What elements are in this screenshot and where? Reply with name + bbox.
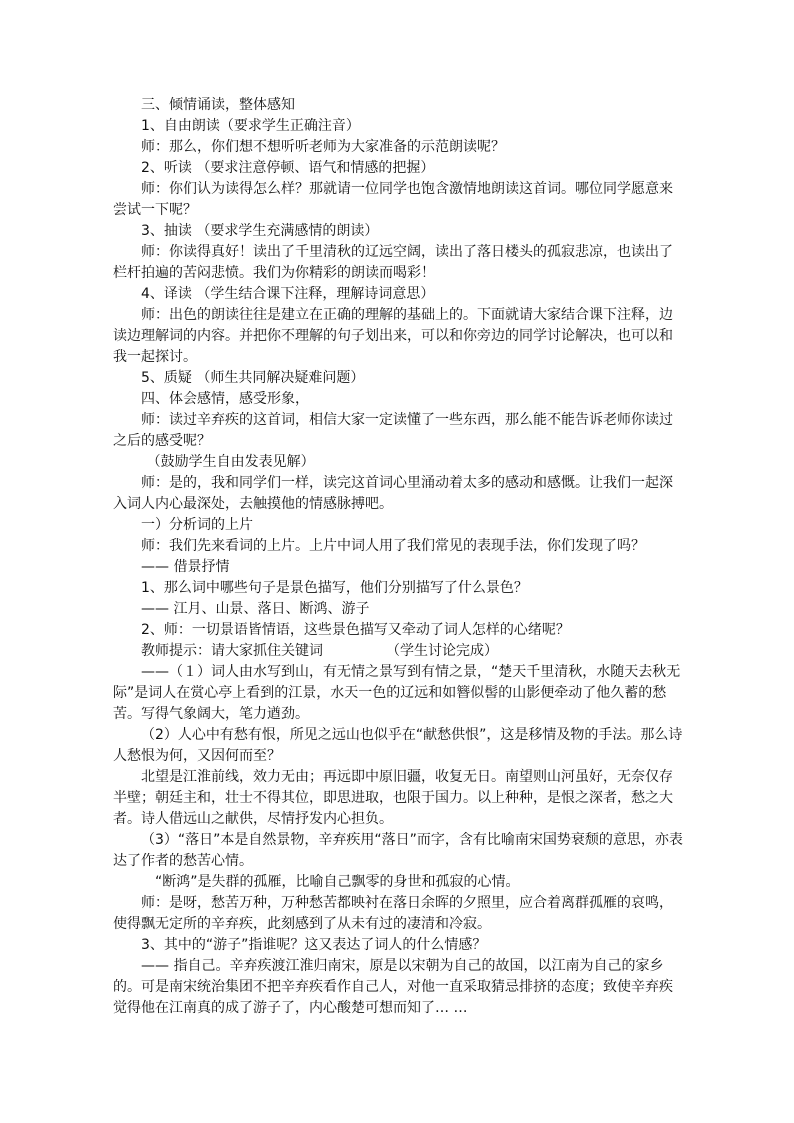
document-body [113, 95, 683, 1019]
paragraph: 师：读过辛弃疾的这首词，相信大家一定读懂了一些东西，那么能不能告诉老师你读过之后的感受呢？ [113, 412, 673, 449]
paragraph: 1、自由朗读（要求学生正确注音） [141, 118, 360, 134]
section-heading-3: 三、倾情诵读，整体感知 [141, 97, 295, 113]
paragraph: “断鸿”是失群的孤雁，比喻自己飘零的身世和孤寂的心情。 [155, 874, 520, 890]
paragraph: 2、师：一切景语皆情语，这些景色描写又牵动了词人怎样的心绪呢？ [141, 622, 570, 638]
paragraph: 师：那么，你们想不想听听老师为大家准备的示范朗读呢？ [141, 139, 505, 155]
paragraph: —— 借景抒情 [141, 559, 230, 575]
paragraph: 师：你读得真好！读出了千里清秋的辽远空阔，读出了落日楼头的孤寂悲凉，也读出了栏杆拍遍的苦闷悲愤。我们为你精彩的朗读而喝彩！ [113, 244, 673, 281]
paragraph: 师：是的，我和同学们一样，读完这首词心里涌动着太多的感动和感慨。让我们一起深入词人内心最深处，去触摸他的情感脉搏吧。 [113, 475, 673, 512]
paragraph: 3、其中的“游子”指谁呢？这又表达了词人的什么情感？ [141, 937, 487, 953]
paragraph: 师：出色的朗读往往是建立在正确的理解的基础上的。下面就请大家结合课下注释，边读边理解词的内容。并把你不理解的句子划出来，可以和你旁边的同学讨论解决，也可以和我一起探讨。 [113, 307, 673, 365]
paragraph: 师：我们先来看词的上片。上片中词人用了我们常见的表现手法，你们发现了吗？ [141, 538, 645, 554]
paragraph: 师：是呀，愁苦万种，万种愁苦都映衬在落日余晖的夕照里，应合着离群孤雁的哀鸣，使得飘无定所的辛弃疾，此刻感到了从未有过的凄清和冷寂。 [113, 895, 673, 932]
paragraph: —— 指自己。辛弃疾渡江淮归南宋，原是以宋朝为自己的故国，以江南为自己的家乡的。可是南宋统治集团不把辛弃疾看作自己人，对他一直采取猜忌排挤的态度；致使辛弃疾觉得他在江南真的成了游子了，内心酸楚可想而知了… … [113, 958, 673, 1016]
paragraph: 北望是江淮前线，效力无由；再远即中原旧疆，收复无日。南望则山河虽好，无奈仅存半壁；朝廷主和，壮士不得其位，即思进取，也限于国力。以上种种，是恨之深者，愁之大者。诗人借远山之献供，尽情抒发内心担负。 [113, 769, 673, 827]
paragraph: 师：你们认为读得怎么样？那就请一位同学也饱含激情地朗读这首词。哪位同学愿意来尝试一下呢？ [113, 181, 673, 218]
paragraph: 5、质疑 （师生共同解决疑难问题） [141, 370, 365, 386]
paragraph: 2、听读 （要求注意停顿、语气和情感的把握） [141, 160, 435, 176]
paragraph: —— 江月、山景、落日、断鸿、游子 [141, 601, 370, 617]
paragraph: （3）“落日”本是自然景物，辛弃疾用“落日”而字，含有比喻南宋国势衰颓的意思，亦表达了作者的愁苦心情。 [113, 832, 683, 869]
paragraph: 教师提示：请大家抓住关键词 （学生讨论完成） [141, 643, 498, 659]
paragraph: 1、那么词中哪些句子是景色描写，他们分别描写了什么景色？ [141, 580, 528, 596]
paragraph: 4、译读 （学生结合课下注释，理解诗词意思） [141, 286, 435, 302]
paragraph: ——（１）词人由水写到山，有无情之景写到有情之景，“楚天千里清秋，水随天去秋无际”是词人在赏心亭上看到的江景，水天一色的辽远和如簪似髻的山影便牵动了他久蓄的愁苦。写得气象阔大，笔力遒劲。 [113, 664, 681, 722]
paragraph: 3、抽读 （要求学生充满感情的朗读） [141, 223, 379, 239]
paragraph: （鼓励学生自由发表见解） [146, 454, 315, 470]
paragraph: （2）人心中有愁有恨，所见之远山也似乎在“献愁供恨”，这是移情及物的手法。那么诗人愁恨为何，又因何而至？ [113, 727, 683, 764]
subsection-heading: 一）分析词的上片 [141, 517, 253, 533]
section-heading-4: 四、体会感情，感受形象， [141, 391, 309, 407]
